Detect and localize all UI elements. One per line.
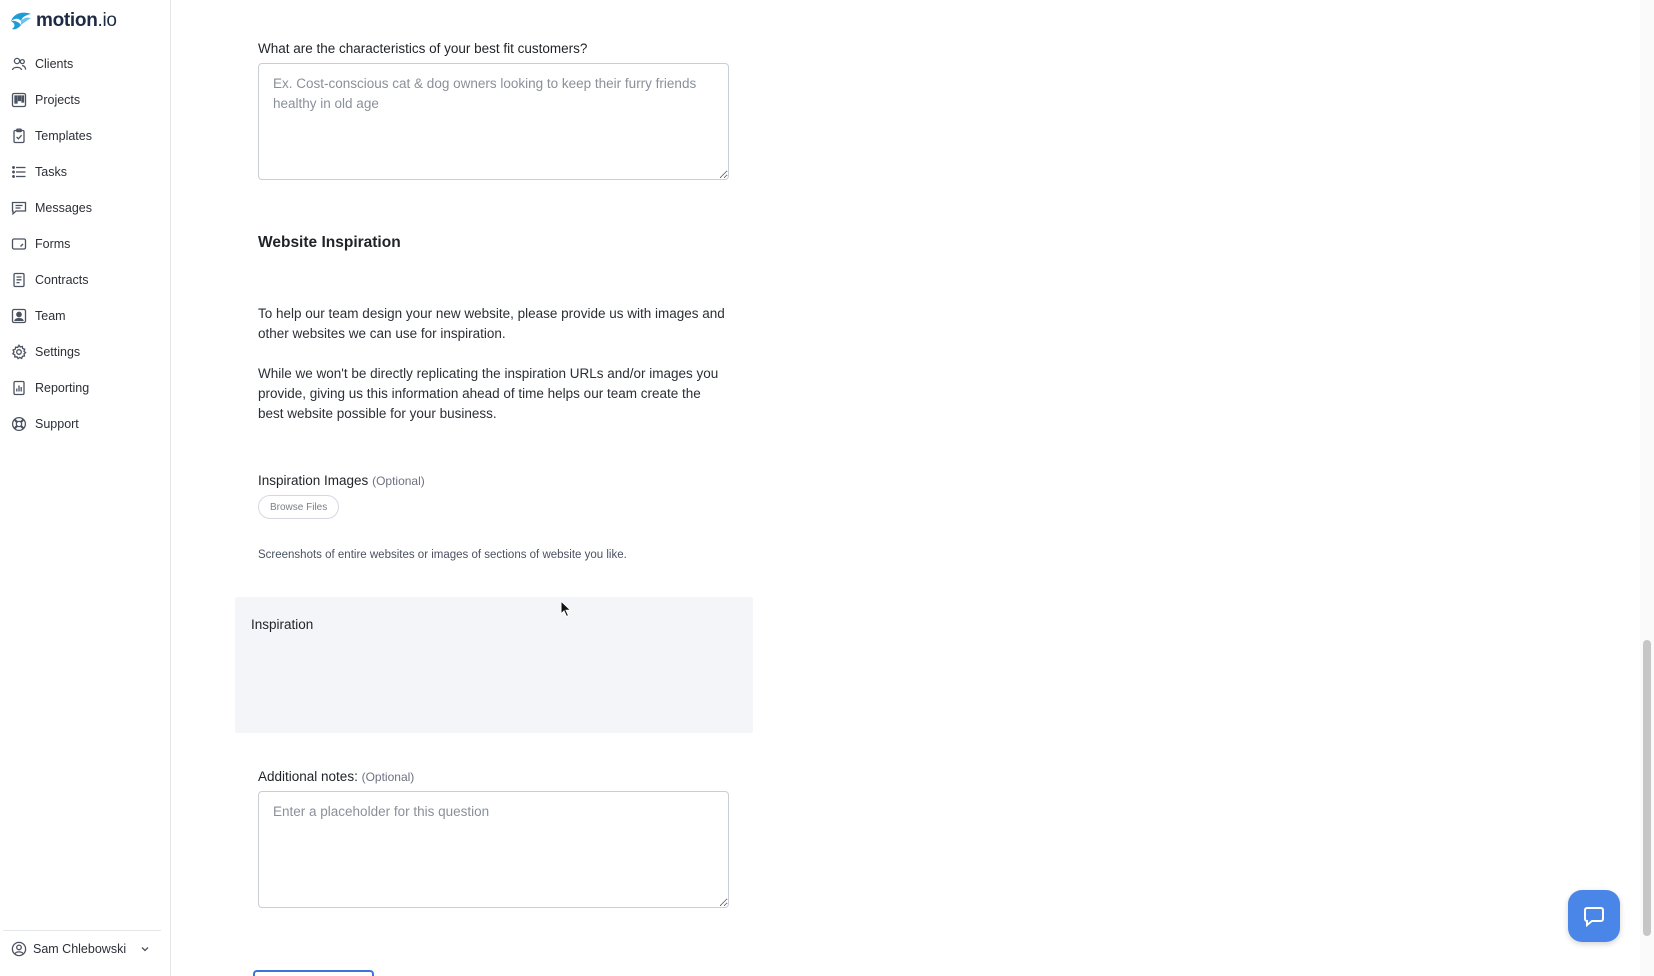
chat-bubble-icon — [1582, 904, 1606, 928]
sidebar-item-templates[interactable] — [0, 118, 170, 154]
form-icon — [11, 236, 27, 252]
logo[interactable] — [9, 9, 117, 33]
logo-text: motion.io — [36, 10, 117, 31]
sidebar-footer — [3, 930, 161, 967]
sidebar-item-label: Projects — [35, 93, 81, 107]
images-hint: Screenshots of entire websites or images of sections of website you like. — [258, 549, 627, 561]
document-icon — [11, 272, 27, 288]
scrollbar-thumb[interactable] — [1643, 640, 1651, 936]
optional-tag: (Optional) — [372, 474, 425, 488]
sidebar-item-label: Templates — [35, 129, 92, 143]
user-avatar-icon — [11, 941, 27, 957]
browse-files-button[interactable]: Browse Files — [258, 495, 339, 519]
sidebar-item-label: Messages — [35, 201, 92, 215]
mouse-cursor-icon — [560, 600, 572, 618]
additional-notes-label: Additional notes: (Optional) — [258, 769, 415, 784]
logo-icon — [9, 10, 33, 32]
sidebar-item-team[interactable] — [0, 298, 170, 334]
disclaimer-paragraph: While we won't be directly replicating the inspiration URLs and/or images you provide, giving us this information ahead of time helps our team create the best website possible for your business. — [258, 366, 719, 421]
section-title: Website Inspiration — [258, 234, 401, 251]
intro-paragraph: To help our team design your new website, please provide us with images and other websites we can use for inspiration. — [258, 306, 725, 341]
form-main — [172, 0, 1654, 976]
inspiration-images-label: Inspiration Images (Optional) — [258, 473, 425, 488]
gear-icon — [11, 344, 27, 360]
sidebar-item-label: Support — [35, 417, 79, 431]
sidebar-item-messages[interactable] — [0, 190, 170, 226]
optional-tag: (Optional) — [361, 770, 415, 784]
user-menu[interactable] — [3, 931, 161, 967]
submit-button-partial[interactable] — [253, 970, 374, 976]
chevron-down-icon — [140, 944, 150, 954]
chart-icon — [11, 380, 27, 396]
customers-question-label: What are the characteristics of your best fit customers? — [258, 41, 588, 56]
users-icon — [11, 56, 27, 72]
sidebar-item-label: Clients — [35, 57, 74, 71]
additional-notes-textarea[interactable] — [258, 791, 729, 908]
chat-launcher-button[interactable] — [1568, 890, 1620, 942]
customers-textarea[interactable] — [258, 63, 729, 180]
sidebar-item-contracts[interactable] — [0, 262, 170, 298]
sidebar-item-tasks[interactable] — [0, 154, 170, 190]
lifebuoy-icon — [11, 416, 27, 432]
list-icon — [11, 164, 27, 180]
clipboard-check-icon — [11, 128, 27, 144]
sidebar-item-reporting[interactable] — [0, 370, 170, 406]
sidebar-item-forms[interactable] — [0, 226, 170, 262]
kanban-icon — [11, 92, 27, 108]
sidebar — [0, 0, 171, 976]
sidebar-item-label: Tasks — [35, 165, 67, 179]
sidebar-item-label: Reporting — [35, 381, 90, 395]
sidebar-item-label: Settings — [35, 345, 81, 359]
sidebar-item-projects[interactable] — [0, 82, 170, 118]
sidebar-item-label: Contracts — [35, 273, 89, 287]
sidebar-item-label: Forms — [35, 237, 71, 251]
message-icon — [11, 200, 27, 216]
sidebar-nav — [0, 46, 170, 442]
sidebar-item-clients[interactable] — [0, 46, 170, 82]
sidebar-item-support[interactable] — [0, 406, 170, 442]
page-scrollbar[interactable] — [1640, 0, 1654, 976]
user-name: Sam Chlebowski — [33, 942, 127, 956]
inspiration-panel — [235, 597, 753, 733]
inspiration-panel-title: Inspiration — [251, 617, 314, 632]
sidebar-item-settings[interactable] — [0, 334, 170, 370]
sidebar-item-label: Team — [35, 309, 66, 323]
id-badge-icon — [11, 308, 27, 324]
